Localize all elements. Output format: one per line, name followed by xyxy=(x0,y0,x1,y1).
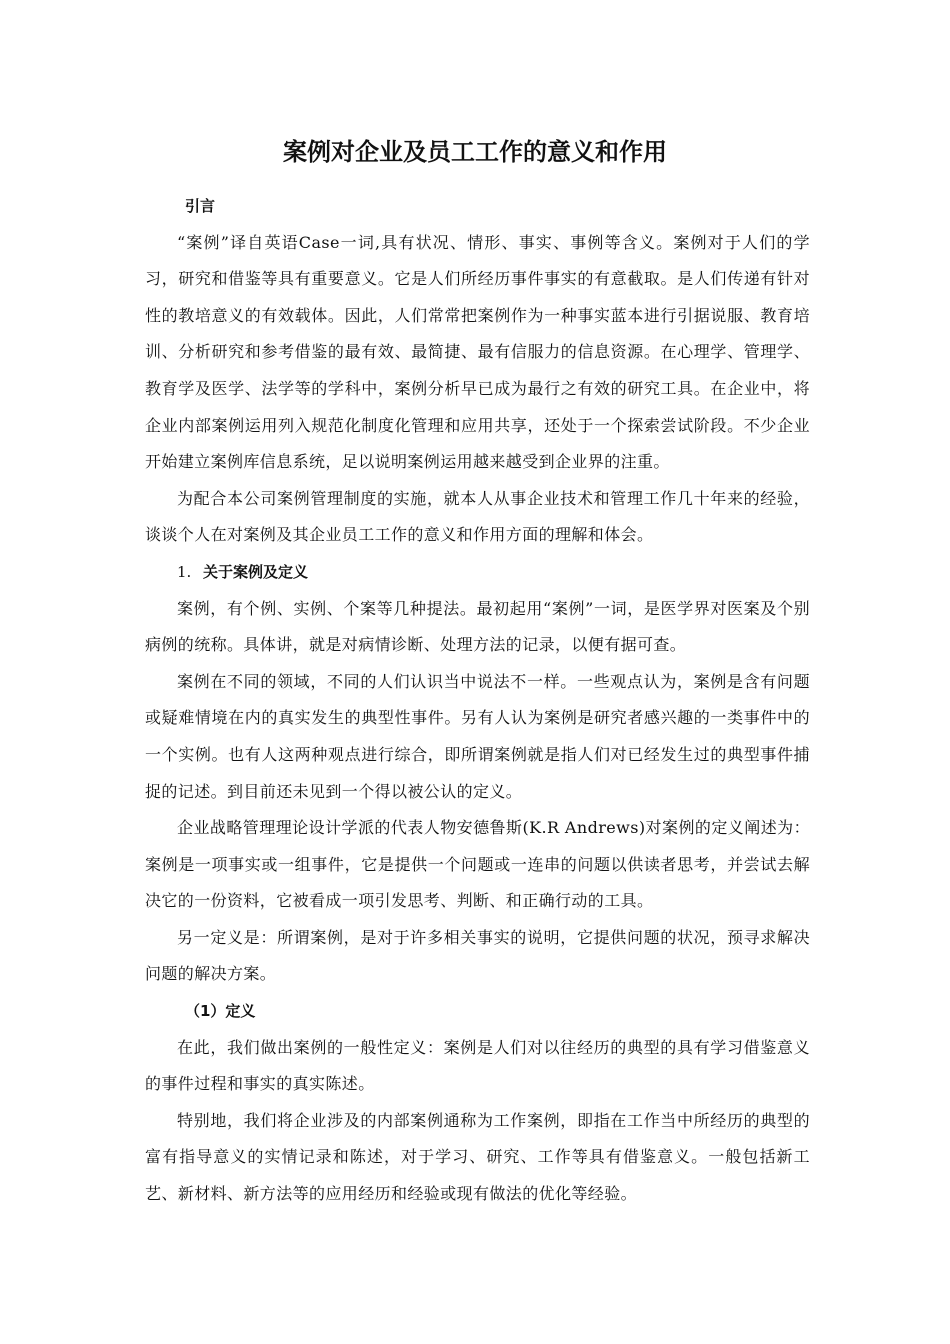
subsection-1-paragraph-1: 在此，我们做出案例的一般性定义：案例是人们对以往经历的典型的具有学习借鉴意义的事件过程和事实的真实陈述。 xyxy=(145,1037,810,1094)
section-1-heading xyxy=(145,554,810,591)
section-1-paragraph-4: 另一定义是：所谓案例，是对于许多相关事实的说明，它提供问题的状况，预寻求解决问题的解决方案。 xyxy=(145,927,810,984)
section-1-paragraph-2: 案例在不同的领域，不同的人们认识当中说法不一样。一些观点认为，案例是含有问题或疑难情境在内的真实发生的典型性事件。另有人认为案例是研究者感兴趣的一类事件中的一个实例。也有人这两种观点进行综合，即所谓案例就是指人们对已经发生过的典型事件捕捉的记述。到目前还未见到一个得以被公认的定义。 xyxy=(145,671,810,801)
section-1-paragraph-3: 企业战略管理理论设计学派的代表人物安德鲁斯(K.R Andrews)对案例的定义阐述为：案例是一项事实或一组事件，它是提供一个问题或一连串的问题以供读者思考，并尝试去解决它的一份资料，它被看成一项引发思考、判断、和正确行动的工具。 xyxy=(145,818,810,911)
intro-paragraph-1: “案例”译自英语Case一词,具有状况、情形、事实、事例等含义。案例对于人们的学习，研究和借鉴等具有重要意义。它是人们所经历事件事实的有意截取。是人们传递有针对性的教培意义的有效载体。因此，人们常常把案例作为一种事实蓝本进行引据说服、教育培训、分析研究和参考借鉴的最有效、最简捷、最有信服力的信息资源。在心理学、管理学、教育学及医学、法学等的学科中，案例分析早已成为最行之有效的研究工具。在企业中，将企业内部案例运用列入规范化制度化管理和应用共享，还处于一个探索尝试阶段。不少企业开始建立案例库信息系统，足以说明案例运用越来越受到企业界的注重。 xyxy=(145,232,810,472)
section-1-paragraph-1: 案例，有个例、实例、个案等几种提法。最初起用“案例”一词，是医学界对医案及个别病例的统称。具体讲，就是对病情诊断、处理方法的记录，以便有据可查。 xyxy=(145,598,810,655)
intro-heading: 引言 xyxy=(185,197,216,215)
section-1-title: 关于案例及定义 xyxy=(203,562,309,581)
subsection-1-paragraph-2: 特别地，我们将企业涉及的内部案例通称为工作案例，即指在工作当中所经历的典型的富有指导意义的实情记录和陈述，对于学习、研究、工作等具有借鉴意义。一般包括新工艺、新材料、新方法等的应用经历和经验或现有做法的优化等经验。 xyxy=(145,1110,810,1204)
document-body xyxy=(145,188,810,1213)
subsection-1-heading: （1）定义 xyxy=(185,1002,256,1021)
section-1-number: 1. xyxy=(177,562,192,581)
intro-paragraph-2: 为配合本公司案例管理制度的实施，就本人从事企业技术和管理工作几十年来的经验，谈谈个人在对案例及其企业员工工作的意义和作用方面的理解和体会。 xyxy=(145,488,810,545)
document-title: 案例对企业及员工工作的意义和作用 xyxy=(283,138,667,166)
